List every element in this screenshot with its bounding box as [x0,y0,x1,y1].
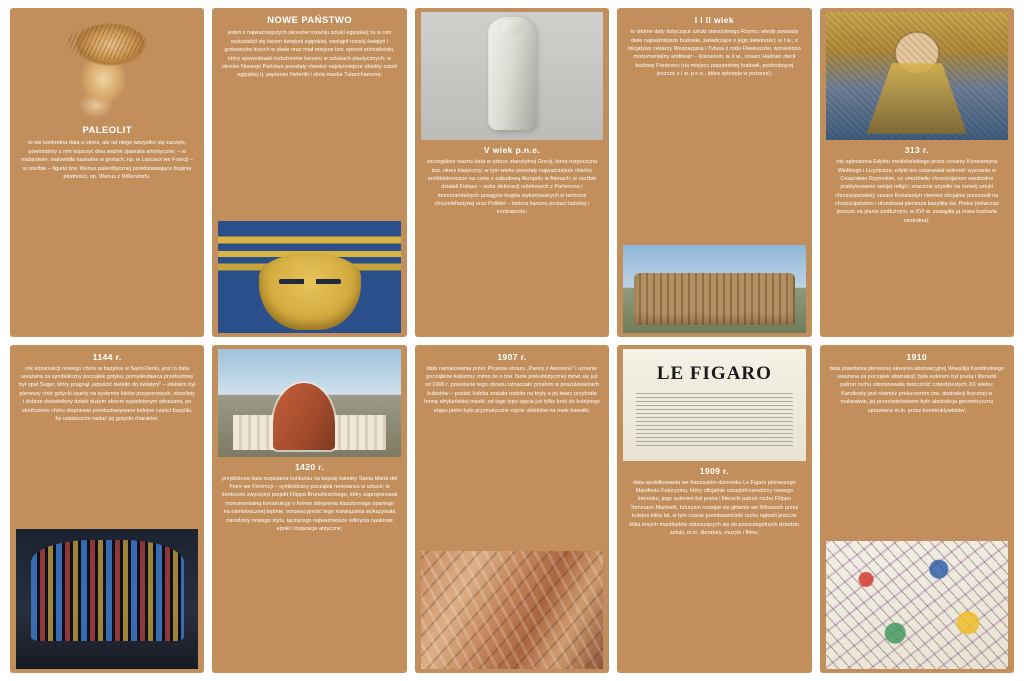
card-body: data powstania pierwszej akwareli abstrakcyjnej Wassilija Kandinskiego uważana za początek abstrakcji; była autorem był poetą i literacki patron ruchu zdominowała twórczość czterdziestych XX wieku; Kandinsky jest również prekursorem tzw. abstrakcji lirycznej w malarstwie, jej przeciwieństwem było abstrakcja geometryczna uprawiana m.in. przez konstruktywistów; [829,365,1004,414]
colosseum-photo [623,245,805,333]
card-title: 1910 [906,351,928,362]
tutankhamun-mask-photo [218,221,400,333]
greek-kouros-statue-photo [421,12,603,140]
picasso-demoiselles-davignon-painting [421,551,603,669]
le-figaro-newspaper-front-page [623,349,805,461]
card-title: PALEOLIT [82,125,132,136]
card-1907[interactable] [415,345,609,674]
card-title: 1909 r. [699,465,730,476]
newspaper-text-lines [636,393,793,447]
card-body: przybliżona data rozpisania konkursu na kopułę katedry Santa Maria del Fiore we Florencji – symboliczny początek renesansu w sztuce; w konkursie zwyciężył projekt Filippa Brunelleschiego, który zaproponował monumentalną konstrukcję o formie sklepienia klasztornego opartego na ośmiobocznej bębnie, innowacyjność tego rozwiązania wykazywała narodziny nowego stylu, łączącego najważniejsze odkrycia naukowe epoki i inspiracje antyczne; [221,475,398,532]
card-title: 313 r. [904,145,929,155]
card-title: I i II wiek [694,15,735,25]
florence-duomo-photo [218,349,400,457]
card-1144[interactable] [10,345,204,674]
venus-of-willendorf-photo [16,12,198,120]
card-title: 1907 r. [497,351,527,362]
newspaper-masthead: LE FIGARO [656,362,772,384]
card-i-ii-wiek[interactable] [617,8,811,337]
card-title: NOWE PAŃSTWO [267,15,353,26]
card-body: jeden z najważniejszych okresów rozwoju sztuki egipskiej; to w nim wykształcił się kanon świątyni egipskiej, nastąpił rozwój świątyń i grobowców kutych w skale oraz miał miejsce tzw. epizod echnatoński, który spowodował rozluźnienie kanonu w sztukach plastycznych; w okresie Nowego Państwa powstały również najsłynniejsze obiekty sztuki egipskiej tj. popiersie Nefertiti i złota maska Tutanchamona; [221,30,398,79]
card-title: V wiek p.n.e. [483,145,541,155]
card-title: 1420 r. [294,461,325,472]
card-body: to istotne daty dotyczące sztuki starożytnego Rzymu; wtedy powstały dwie najważniejsze budowle, świadczące o jego świetności; w I w., z inicjatywy cesarzy Wespazjana i Tytusa z rodu Flawiuszów, wzniesiono monumentalny amfiteatr – Koloseum, w II w., cesarz Hadrian zlecił budowę Panteonu (na miejscu poprzedniej budowli, pochodzącej jeszcze z I w. p.n.e., która spłonęła w pożarze); [628,29,801,78]
card-v-wiek-pne[interactable] [415,8,609,337]
card-paleolit[interactable] [10,8,204,337]
card-313[interactable] [820,8,1014,337]
byzantine-mosaic-photo [826,12,1008,140]
card-body: szczególnie ważna data w sztuce starożytnej Grecji, która rozpoczyna tzw. okres klasyczny; w tym wieku powstały najważniejsze obiekty architektoniczne na czele z zabudową Akropolu w Atenach; w rzeźbie działali Fidiasz – autor dekoracji reliefowych z Partenonu i monumentalnych posągów bogów wykonywanych w technice chryzelefantynej oraz Poliklet – twórca kanonu postaci ludzkiej i kontrapostu; [426,159,598,216]
card-body: rok konstrukcji nowego chóru w bazylice w Saint-Denis, jest to data uważana za symboliczny początek gotyku; pomysłodawca przebudowy był opat Suger, który pragnął „wpuścić światło do świątyni” – efektem był pierwszy chór gotycki oparty na systemie łuków przyporowych, strzelisty i dobrze doświetlony dzięki dużym oknom wypełnionym witrażami, po skończeniu chóru stopniowo przebudowywano kolejne części bazyliki, by ostatecznie nadać jej gotycki charakter; [19,365,196,422]
card-nowe-panstwo[interactable] [212,8,406,337]
card-1909[interactable] [617,345,811,674]
kandinsky-abstract-watercolor-painting [826,541,1008,669]
mask-eyes [279,279,341,284]
card-title: 1144 r. [92,351,122,362]
card-body: data namalowania przez Picassa obrazu „Panny z Awinionu” i uznanie początków kubizmu; mimo że o tzw. fazie prekubistycznej mówi się już od 1906 r. powstanie tego obrazu oznaczało przełom w poszukiwaniach kubistów – postać ludzka została rozbita na bryły a jej twarz przybrała formę afrykańskiej maski; od tego typu ujęcia już tylko krok do kolejnego etapu jakim było pryzmatyczne cięcie obiektów na małe kawałki; [424,365,600,414]
card-1910[interactable] [820,345,1014,674]
card-body: to nie konkretna data a okres, ale od niego wszystko się zaczęło, powinniśmy z nim kojarzyć dwa ważne zjawiska artystyczne: – w malarstwie: malowidła naskalne w grotach, np. w Lascaux we Francji – w rzeźbie – figurki tzw. Wenus paleolitycznej przedstawiające boginię płodności, np. Wenus z Willendorfu. [21,140,194,180]
gothic-stained-glass-photo [16,529,198,669]
card-body: data opublikowania we francuskim dzienniku Le Figaro pierwszego Manifestu Futuryzmu, który oficjalnie oznajmił narodziny nowego kierunku, jego autorem był poeta i literacki patron ruchu Filippo Tommaso Marinetti, futuryzm rozwijał się głównie we Włoszech przez kolejne kilka lat, w tym czasie przedstawiciele ruchu ogłosili jeszcze kilka innych manifestów odnoszących się do poszczególnych dziedzin sztuki, m.in. literatury, muzyki i filmu; [629,479,800,536]
card-body: rok ogłoszenia Edyktu mediolańskiego przez cesarzy Konstantyna Wielkiego i Licyniusza, edykt ten ustanawiał wolność wyznania w Cesarstwie Rzymskim, co umożliwiło chrześcijanom swobodne praktykowanie swojej religii i znacznie ożywiło na rozwój sztuki chrześcijańskiej; cesarz Konstantyn również oficjalnie przeszedł na chrześcijaństwo i ufundował pierwsza bazylikę św. Piotra (wówczas jeszcze na planie podłużnym, w XVI w. zastąpiła ją nowa budowla centralna); [834,159,999,224]
card-1420[interactable] [212,345,406,674]
